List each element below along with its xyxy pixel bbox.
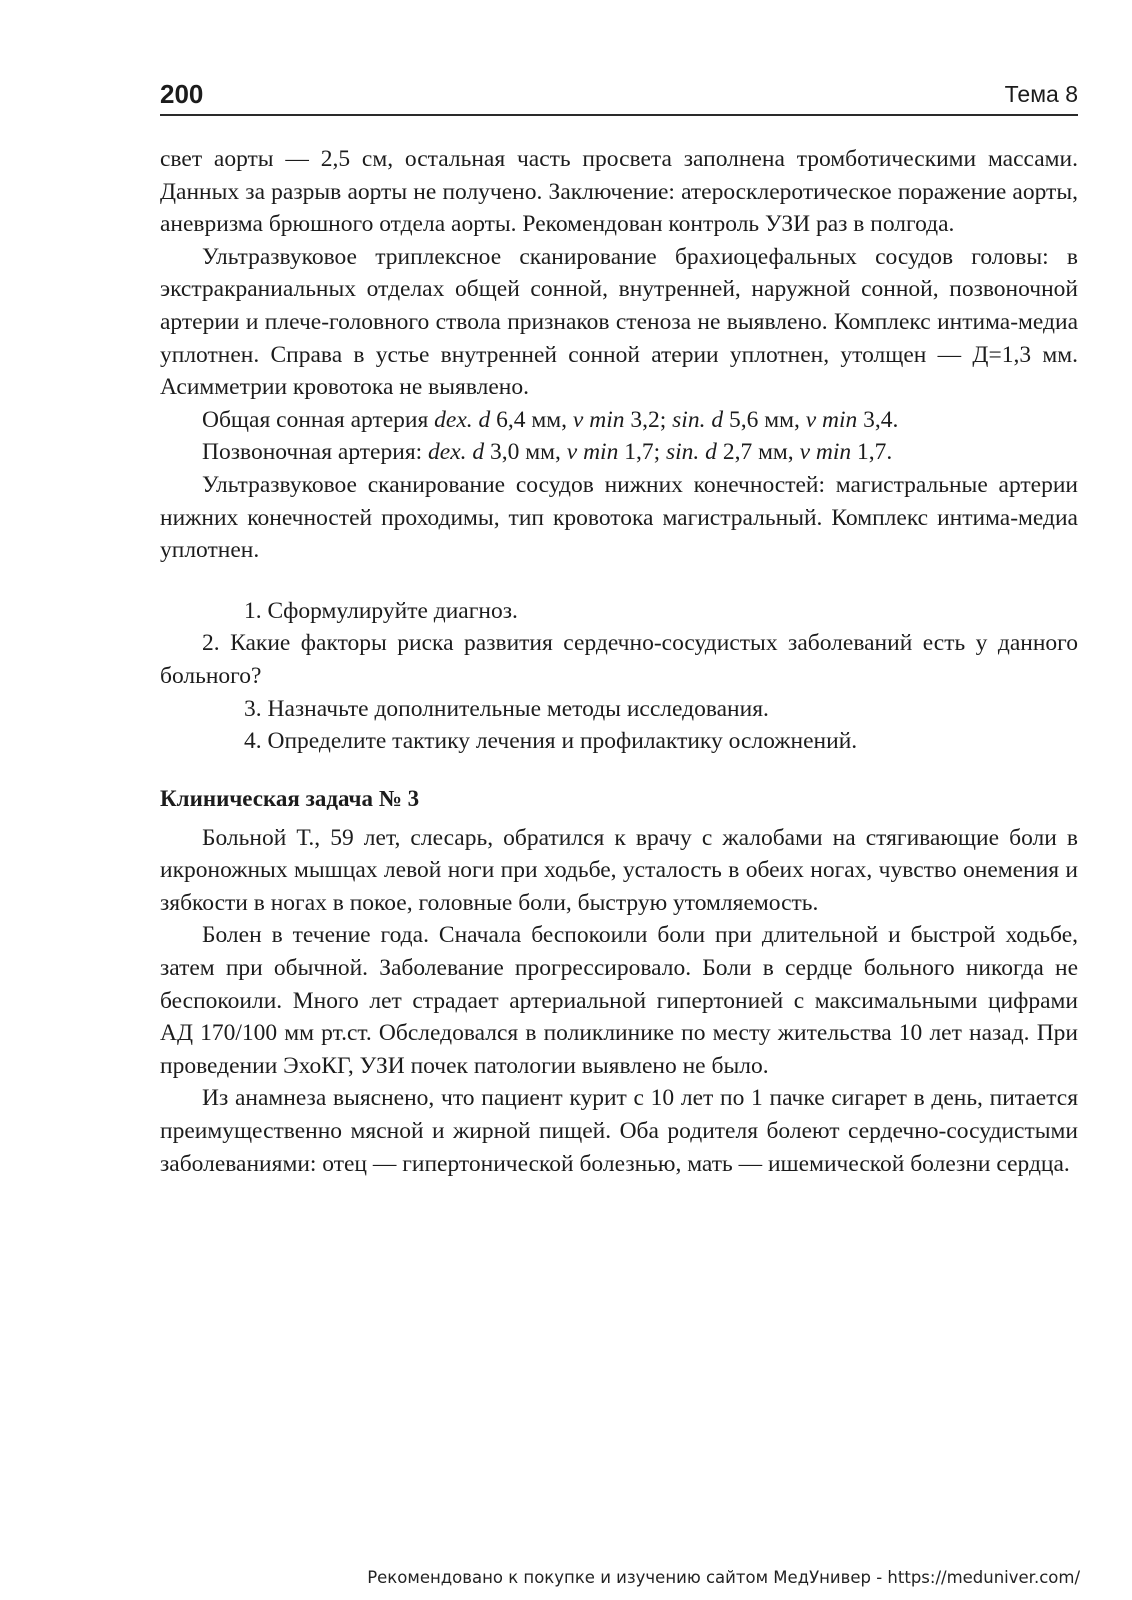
page-body bbox=[160, 143, 1078, 1180]
question-item: 3. Назначьте дополнительные методы исследования. bbox=[244, 695, 769, 722]
question-item: 4. Определите тактику лечения и профилактику осложнений. bbox=[244, 728, 858, 755]
paragraph-vertebral: Позвоночная артерия: dex. d 3,0 мм, v min 1,7; sin. d 2,7 мм, v min 1,7. bbox=[202, 439, 893, 466]
question-item: 1. Сформулируйте диагноз. bbox=[244, 597, 518, 624]
topic-label: Тема 8 bbox=[1004, 81, 1078, 107]
page-header bbox=[160, 78, 1078, 116]
section-title: Клиническая задача № 3 bbox=[160, 785, 420, 811]
paragraph-complaints: Больной Т., 59 лет, слесарь, обратился к врачу с жалобами на стягивающие боли в икроножных мышцах левой ноги при ходьбе, усталость в обеих ногах, чувство онемения и зябкости в ногах в покое, головные боли, быструю утомляемость. bbox=[160, 824, 1078, 916]
paragraph-aorta: свет аорты — 2,5 см, остальная часть просвета заполнена тромботическими массами. Данных за разрыв аорты не получено. Заключение: атеросклеротическое поражение аорты, аневризма брюшного отдела аорты. Рекомендован контроль УЗИ раз в полгода. bbox=[160, 146, 1078, 238]
question-item: 2. Какие факторы риска развития сердечно-сосудистых заболеваний есть у данного больного? bbox=[160, 630, 1078, 689]
paragraph-lower-limbs: Ультразвуковое сканирование сосудов нижних конечностей: магистральные артерии нижних конечностей проходимы, тип кровотока магистральный. Комплекс интима-медиа уплотнен. bbox=[160, 471, 1078, 564]
paragraph-brachiocephalic: Ультразвуковое триплексное сканирование брахиоцефальных сосудов головы: в экстракраниальных отделах общей сонной, внутренней, наружной сонной, позвоночной артерии и плече-головного ствола признаков стеноза не выявлено. Комплекс интима-медиа уплотнен. Справа в устье внутренней сонной атерии уплотнен, утолщен — Д=1,3 мм. Асимметрии кровотока не выявлено. bbox=[160, 243, 1078, 401]
page-number: 200 bbox=[160, 79, 204, 109]
paragraph-anamnesis: Из анамнеза выяснено, что пациент курит с 10 лет по 1 пачке сигарет в день, питается преимущественно мясной и жирной пищей. Оба родителя болеют сердечно-сосудистыми заболеваниями: отец — гипертонической болезнью, мать — ишемической болезни сердца. bbox=[160, 1085, 1078, 1177]
paragraph-history: Болен в течение года. Сначала беспокоили боли при длительной и быстрой ходьбе, затем при обычной. Заболевание прогрессировало. Боли в сердце больного никогда не беспокоили. Много лет страдает артериальной гипертонией с максимальными цифрами АД 170/100 мм рт.ст. Обследовался в поликлинике по месту жительства 10 лет назад. При проведении ЭхоКГ, УЗИ почек патологии выявлено не было. bbox=[160, 922, 1078, 1079]
spacer bbox=[160, 567, 1078, 595]
paragraph-carotid: Общая сонная артерия dex. d 6,4 мм, v min 3,2; sin. d 5,6 мм, v min 3,4. bbox=[202, 406, 899, 433]
footer-note: Рекомендовано к покупке и изучению сайтом МедУнивер - https://meduniver.com/ bbox=[367, 1568, 1080, 1587]
